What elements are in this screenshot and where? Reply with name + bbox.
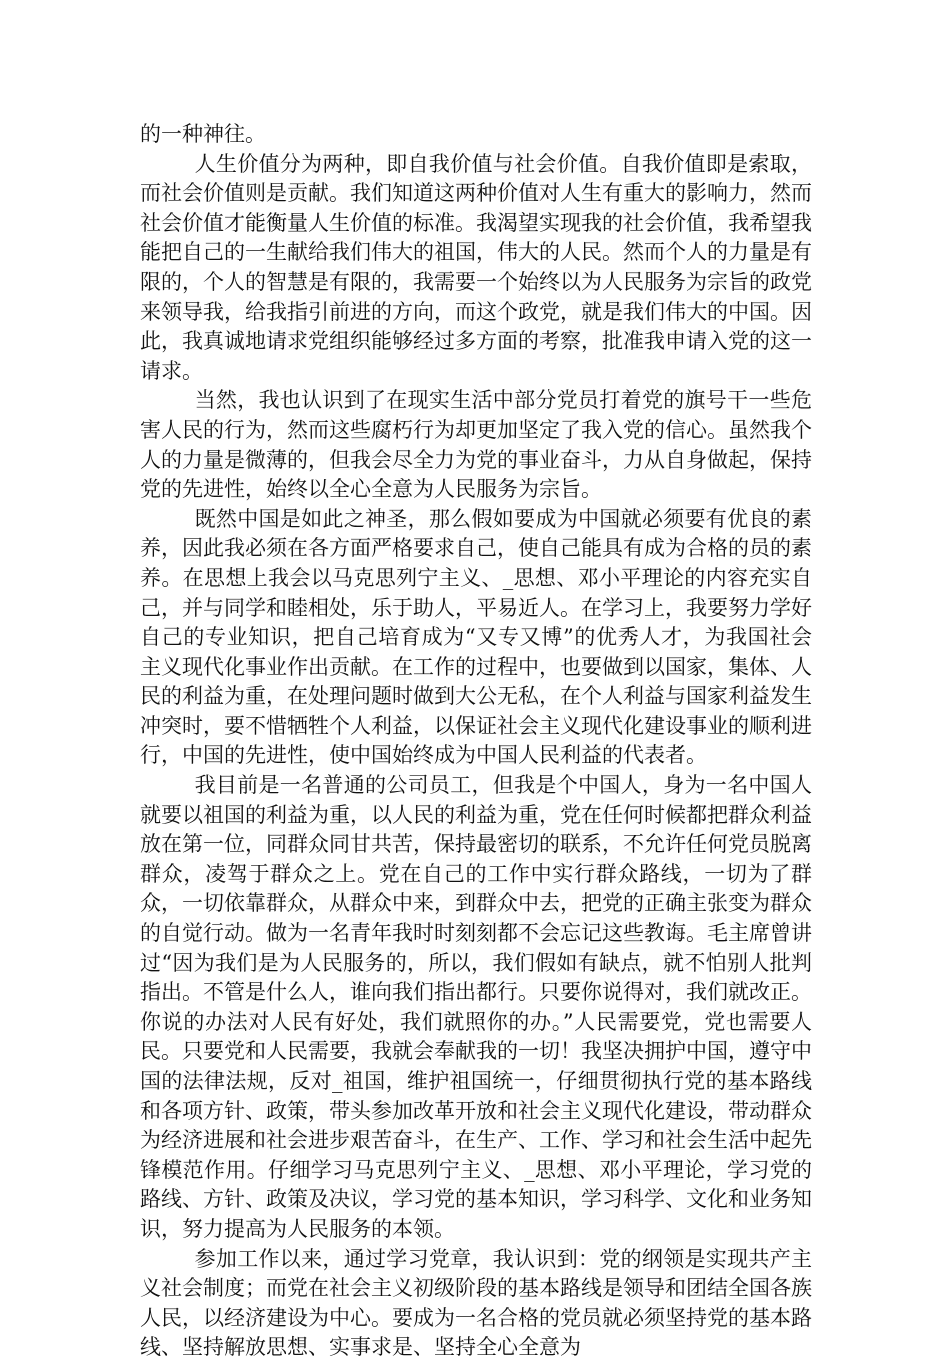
paragraph-2: 人生价值分为两种，即自我价值与社会价值。自我价值即是索取，而社会价值则是贡献。我们知道这两种价值对人生有重大的影响力，然而社会价值才能衡量人生价值的标准。我渴望实现我的社会价值，我希望我能把自己的一生献给我们伟大的祖国，伟大的人民。然而个人的力量是有限的，个人的智慧是有限的，我需要一个始终以为人民服务为宗旨的政党来领导我，给我指引前进的方向，而这个政党，就是我们伟大的中国。因此，我真诚地请求党组织能够经过多方面的考察，批准我申请入党的这一请求。: [140, 151, 812, 383]
paragraph-6: 参加工作以来，通过学习党章，我认识到：党的纲领是实现共产主义社会制度；而党在社会主义初级阶段的基本路线是领导和团结全国各族人民，以经济建设为中心。要成为一名合格的党员就必须坚持党的基本路线、坚持解放思想、实事求是、坚持全心全意为: [140, 1246, 812, 1360]
document-page: [140, 120, 812, 1363]
paragraph-4: 既然中国是如此之神圣，那么假如要成为中国就必须要有优良的素养，因此我必须在各方面严格要求自己，使自己能具有成为合格的员的素养。在思想上我会以马克思列宁主义、_思想、邓小平理论的内容充实自己，并与同学和睦相处，乐于助人，平易近人。在学习上，我要努力学好自己的专业知识，把自己培育成为“又专又博”的优秀人才，为我国社会主义现代化事业作出贡献。在工作的过程中，也要做到以国家，集体、人民的利益为重，在处理问题时做到大公无私，在个人利益与国家利益发生冲突时，要不惜牺牲个人利益，以保证社会主义现代化建设事业的顺利进行，中国的先进性，使中国始终成为中国人民利益的代表者。: [140, 506, 812, 768]
paragraph-5: 我目前是一名普通的公司员工，但我是个中国人，身为一名中国人就要以祖国的利益为重，以人民的利益为重，党在任何时候都把群众利益放在第一位，同群众同甘共苦，保持最密切的联系，不允许任何党员脱离群众，凌驾于群众之上。党在自己的工作中实行群众路线，一切为了群众，一切依靠群众，从群众中来，到群众中去，把党的正确主张变为群众的自觉行动。做为一名青年我时时刻刻都不会忘记这些教诲。毛主席曾讲过“因为我们是为人民服务的，所以，我们假如有缺点，就不怕别人批判指出。不管是什么人，谁向我们指出都行。只要你说得对，我们就改正。你说的办法对人民有好处，我们就照你的办。”人民需要党，党也需要人民。只要党和人民需要，我就会奉献我的一切！我坚决拥护中国，遵守中国的法律法规，反对_祖国，维护祖国统一，仔细贯彻执行党的基本路线和各项方针、政策，带头参加改革开放和社会主义现代化建设，带动群众为经济进展和社会进步艰苦奋斗，在生产、工作、学习和社会生活中起先锋模范作用。仔细学习马克思列宁主义、_思想、邓小平理论，学习党的路线、方针、政策及决议，学习党的基本知识，学习科学、文化和业务知识，努力提高为人民服务的本领。: [140, 773, 812, 1241]
paragraph-3: 当然，我也认识到了在现实生活中部分党员打着党的旗号干一些危害人民的行为，然而这些腐朽行为却更加坚定了我入党的信心。虽然我个人的力量是微薄的，但我会尽全力为党的事业奋斗，力从自身做起，保持党的先进性，始终以全心全意为人民服务为宗旨。: [140, 388, 812, 502]
paragraph-1: 的一种神往。: [140, 122, 266, 146]
